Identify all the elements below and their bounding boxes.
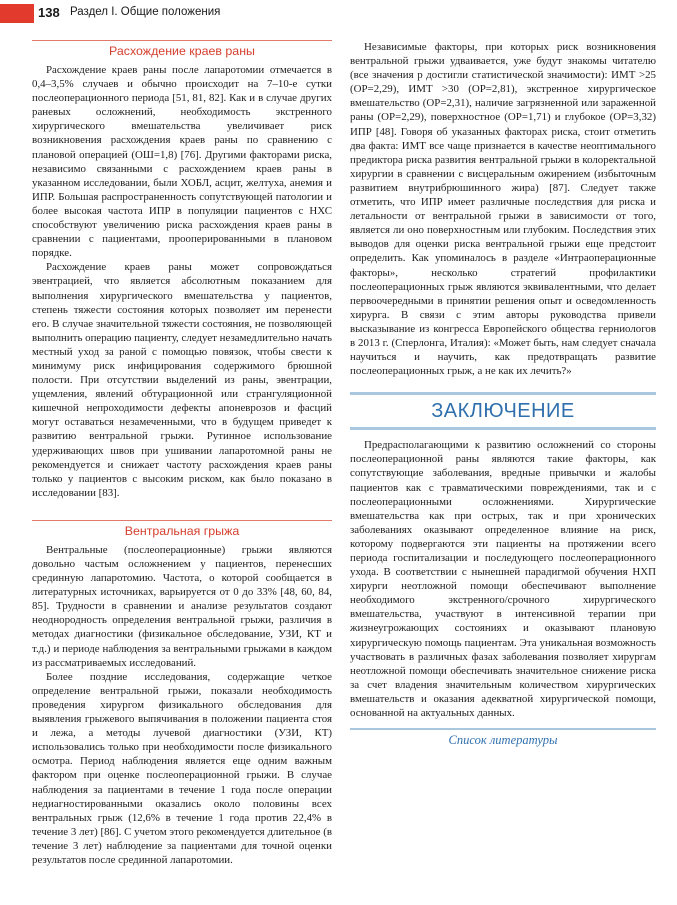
paragraph: Расхождение краев раны после лапаротомии отмечается в 0,4–3,5% случаев и обычно происходит на 7–10-е сутки послеоперационного периода [51, 81, 82]. Как и в случае других раневых осложнений, необходимость экстренного хирургического вмешательства увеличивает риск возникновения расхождения краев раны по сравнению с плановой операцией (ОШ=1,8) [76]. Другими факторами риска, независимо связанными с расхождением краев раны в указанном исследовании, были ХОБЛ, асцит, желтуха, анемия и ИПР. Большая распространенность сопутствующей патологии и более высокая частота ИПР в популяции пациентов с НХС способствуют увеличению риска расхождения краев раны в сравнении с пациентами, прооперированными в плановом порядке. [32,64,332,260]
conclusion-section [350,392,656,720]
paragraph: Независимые факторы, при которых риск возникновения вентральной грыжи удваивается, уже будут знакомы читателю (все значения p достигли статистической значимости): ИМТ >25 (ОР=2,29), ИМТ >30 (ОР=2,81), экстренное хирургическое вмешательство (ОР=2,31), наличие загрязненной или зараженной раны (ОР=2,29), поверхностное (ОР=1,71) и глубокое (ОР=3,32) ИПР [48]. Говоря об указанных факторах риска, стоит отметить два факта: ИМТ все чаще признается в качестве неоптимального предиктора риска развития вентральной грыжи в колоректальной хирургии в сравнении с висцеральным ожирением (избыточным развитием внутрибрюшинного жира) [87]. Следует также отметить, что ИПР имеет различные последствия для риска и летальности от вентральной грыжи в зависимости от того, является ли оно поверхностным или глубоким. Последствия этих выводов для оценки риска вентральной грыжи еще предстоит определить. Как упоминалось в разделе «Интраоперационные факторы», несколько стратегий профилактики послеоперационных грыж являются эквивалентными, что делает первоочередными в принятии решения опыт и осведомленность хирурга. В связи с этим авторы руководства привели высказывание из конгресса Европейского общества герниологов в 2013 г. (Сперлонга, Италия): «Может быть, нам следует сначала научиться и научить, как предотвращать развитие послеоперационных грыж, а не как их лечить?» [350,41,656,378]
paragraph: Расхождение краев раны может сопровождаться эвентрацией, что является абсолютным показанием для выполнения хирургического вмешательства у пациентов, степень тяжести состояния которых позволяет им перенести его. В случае значительной тяжести состояния, не позволяющей выполнить операцию пациенту, следует незамедлительно начать местный уход за раной с помощью повязок, чтобы свести к минимуму риск инфицирования содержимого брюшной полости. При отсутствии выделений из раны, эвентрации, ущемления, явлений обтурационной или странгуляционной кишечной непроходимости дефекты апоневрозов и фасций могут оставаться незамеченными, что в будущем приведет к развитию вентральной грыжи. Рутинное использование удерживающих швов при ушивании лапаротомной раны не рекомендуется и снижает частоту расхождения краев раны только у пациентов с высоким риском, как было показано в исследовании [83]. [32,261,332,499]
heading-wound-dehiscence: Расхождение краев раны [32,40,332,58]
page-number: 138 [38,5,60,20]
right-column [350,40,656,748]
left-column [32,40,332,867]
heading-ventral-hernia: Вентральная грыжа [32,520,332,538]
paragraph: Вентральные (послеоперационные) грыжи являются довольно частым осложнением у пациентов, перенесших срединную лапаротомию. Частота, о которой сообщается в литературных источниках, варьируется от 0 до 33% [48, 60, 84, 85]. Трудности в сравнении и анализе результатов создают неоднородность определения вентральной грыжи, различия в методах диагностики (физикальное обследование, УЗИ, КТ и т.д.) и периоде наблюдения за вентральными грыжами в каждом из рассматриваемых исследований. [32,543,332,669]
references-heading: Список литературы [350,728,656,748]
running-section-title: Раздел I. Общие положения [70,6,221,18]
page-header [0,0,677,26]
page-tab-marker [0,4,34,23]
conclusion-heading: ЗАКЛЮЧЕНИЕ [350,398,656,430]
conclusion-paragraph: Предрасполагающими к развитию осложнений со стороны послеоперационной раны являются такие факторы, как сопутствующие заболевания, вредные привычки и жалобы пациентов как с травматическими повреждениями, так и с послеоперационными осложнениями. Хирургические вмешательства как при острых, так и при хронических заболеваниях оказывают определенное влияние на риск, которому подвергаются эти пациенты на протяжении всего периода госпитализации и последующего послеоперационного ухода. В соответствии с нынешней парадигмой обучения НХП хирурги неотложной помощи обеспечивают выполнение необходимого экстренного/срочного хирургического вмешательства, участвуют в интенсивной терапии при жизнеугрожающих состояниях и оказывают плановую хирургическую помощь пациентам. Эта уникальная возможность участвовать в различных фазах заболевания позволяет хирургам неотложной помощи обеспечивать значительное снижение риска за счет владения значительным количеством хирургических вмешательств и оказания адекватной хирургической помощи, основанной на актуальных данных. [350,439,656,720]
paragraph: Более поздние исследования, содержащие четкое определение вентральной грыжи, показали необходимость проведения хирургом физикального обследования для выявления грыжевого выпячивания в положении пациента стоя и лежа, а методы лучевой диагностики (УЗИ, КТ) использовались только при необходимости после физикального осмотра. Период наблюдения является еще одним важным фактором при оценке послеоперационной грыжи. В случае наблюдения за пациентами в течение 1 года после операции недиагностированными оказались около половины всех вентральных грыж (12,6% в течение 1 года против 22,4% в течение 3 лет) [86]. С учетом этого рекомендуется длительное (в течение 3 лет) наблюдение за пациентами для точной оценки результатов после срединной лапаротомии. [32,670,332,866]
